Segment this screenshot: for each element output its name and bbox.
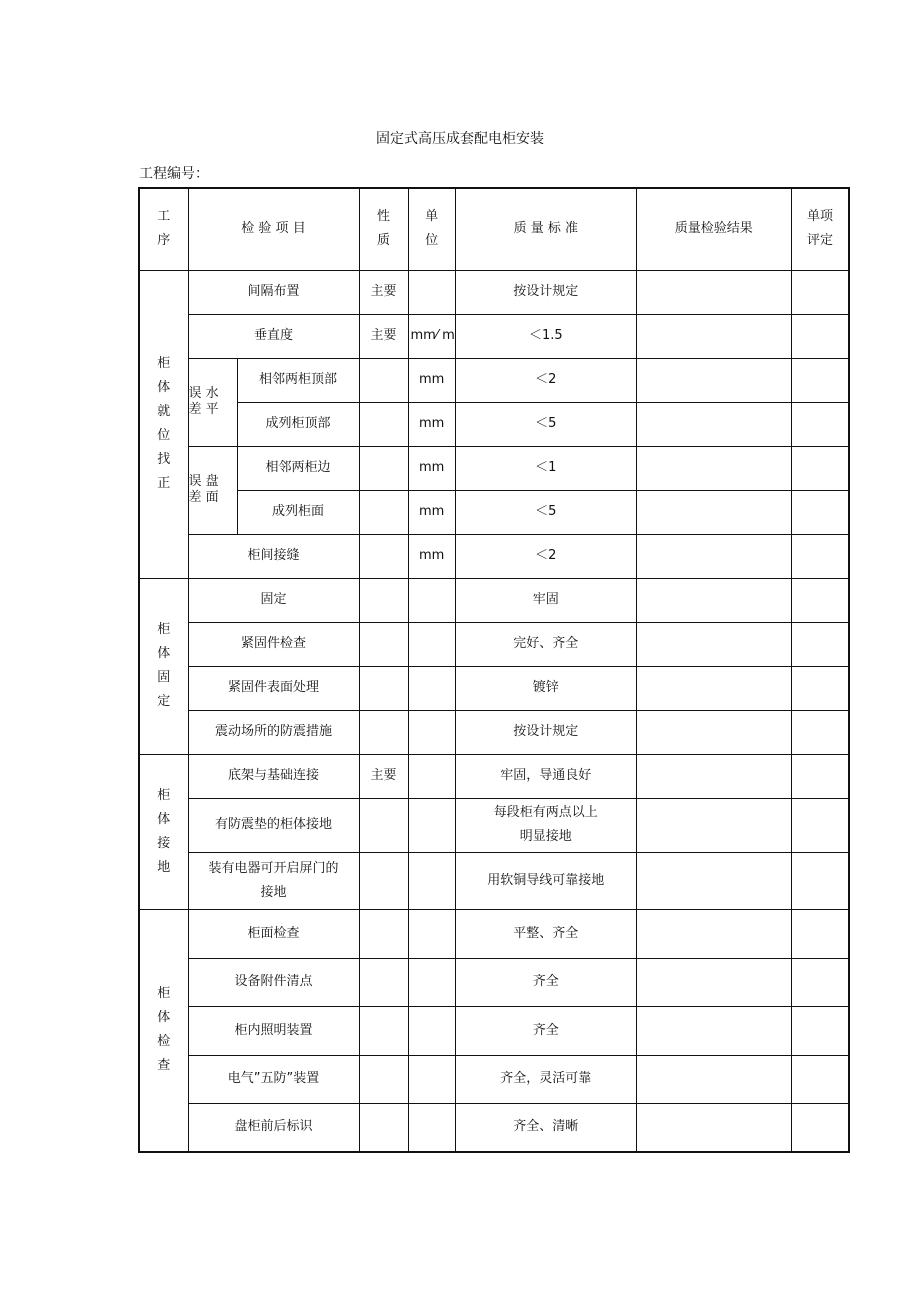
subgroup-label: 误 水 差 平: [188, 358, 237, 446]
header-result: 质量检验结果: [636, 188, 791, 270]
standard-cell: 镀锌: [455, 666, 636, 710]
nature-cell: [359, 1055, 408, 1103]
unit-cell: [408, 578, 455, 622]
nature-cell: [359, 358, 408, 402]
item-cell: 柜面检查: [188, 909, 359, 958]
table-row: [139, 852, 849, 909]
item-cell: 底架与基础连接: [188, 754, 359, 798]
result-cell[interactable]: [636, 754, 791, 798]
rating-cell[interactable]: [791, 909, 849, 958]
nature-cell: 主要: [359, 270, 408, 314]
document-title: 固定式高压成套配电柜安装: [376, 131, 544, 147]
standard-cell: 齐全、清晰: [455, 1103, 636, 1152]
result-cell[interactable]: [636, 534, 791, 578]
result-cell[interactable]: [636, 852, 791, 909]
result-cell[interactable]: [636, 798, 791, 852]
rating-cell[interactable]: [791, 534, 849, 578]
table-row: [139, 710, 849, 754]
result-cell[interactable]: [636, 958, 791, 1006]
table-row: [139, 1006, 849, 1055]
header-item: 检 验 项 目: [188, 188, 359, 270]
unit-cell: [408, 909, 455, 958]
rating-cell[interactable]: [791, 798, 849, 852]
unit-cell: [408, 958, 455, 1006]
item-cell: 有防震垫的柜体接地: [188, 798, 359, 852]
table-row: [139, 578, 849, 622]
unit-cell: mm⁄ m: [408, 314, 455, 358]
nature-cell: [359, 1006, 408, 1055]
standard-cell: 齐全: [455, 958, 636, 1006]
result-cell[interactable]: [636, 710, 791, 754]
standard-cell: 平整、齐全: [455, 909, 636, 958]
unit-cell: mm: [408, 358, 455, 402]
standard-cell: ＜5: [455, 490, 636, 534]
rating-cell[interactable]: [791, 314, 849, 358]
table-row: [139, 798, 849, 852]
rating-cell[interactable]: [791, 402, 849, 446]
standard-cell: ＜5: [455, 402, 636, 446]
result-cell[interactable]: [636, 402, 791, 446]
table-row: [139, 358, 849, 402]
result-cell[interactable]: [636, 666, 791, 710]
unit-cell: [408, 666, 455, 710]
standard-cell: 齐全: [455, 1006, 636, 1055]
standard-cell: ＜1: [455, 446, 636, 490]
result-cell[interactable]: [636, 1103, 791, 1152]
result-cell[interactable]: [636, 622, 791, 666]
table-row: [139, 534, 849, 578]
standard-cell: 牢固，导通良好: [455, 754, 636, 798]
rating-cell[interactable]: [791, 1006, 849, 1055]
nature-cell: [359, 958, 408, 1006]
nature-cell: [359, 852, 408, 909]
standard-cell: 用软铜导线可靠接地: [455, 852, 636, 909]
nature-cell: [359, 402, 408, 446]
table-row: [139, 402, 849, 446]
item-cell: 柜间接缝: [188, 534, 359, 578]
nature-cell: 主要: [359, 314, 408, 358]
item-cell: 相邻两柜边: [237, 446, 359, 490]
standard-cell: ＜2: [455, 358, 636, 402]
result-cell[interactable]: [636, 270, 791, 314]
nature-cell: [359, 666, 408, 710]
nature-cell: [359, 1103, 408, 1152]
unit-cell: [408, 270, 455, 314]
table-row: [139, 666, 849, 710]
nature-cell: 主要: [359, 754, 408, 798]
table-row: [139, 1055, 849, 1103]
nature-cell: [359, 534, 408, 578]
nature-cell: [359, 622, 408, 666]
rating-cell[interactable]: [791, 446, 849, 490]
rating-cell[interactable]: [791, 490, 849, 534]
header-nature: 性 质: [359, 188, 408, 270]
rating-cell[interactable]: [791, 578, 849, 622]
result-cell[interactable]: [636, 446, 791, 490]
unit-cell: [408, 754, 455, 798]
standard-cell: 齐全，灵活可靠: [455, 1055, 636, 1103]
table-row: [139, 1103, 849, 1152]
item-cell: 装有电器可开启屏门的 接地: [188, 852, 359, 909]
header-process: 工 序: [139, 188, 188, 270]
group-label: 柜 体 检 查: [139, 909, 188, 1152]
item-cell: 成列柜顶部: [237, 402, 359, 446]
item-cell: 紧固件表面处理: [188, 666, 359, 710]
rating-cell[interactable]: [791, 270, 849, 314]
table-row: [139, 622, 849, 666]
unit-cell: mm: [408, 534, 455, 578]
rating-cell[interactable]: [791, 958, 849, 1006]
item-cell: 成列柜面: [237, 490, 359, 534]
header-unit: 单 位: [408, 188, 455, 270]
result-cell[interactable]: [636, 909, 791, 958]
rating-cell[interactable]: [791, 1103, 849, 1152]
unit-cell: mm: [408, 446, 455, 490]
item-cell: 相邻两柜顶部: [237, 358, 359, 402]
standard-cell: 牢固: [455, 578, 636, 622]
standard-cell: 按设计规定: [455, 710, 636, 754]
item-cell: 柜内照明装置: [188, 1006, 359, 1055]
item-cell: 紧固件检查: [188, 622, 359, 666]
header-standard: 质 量 标 准: [455, 188, 636, 270]
table-row: [139, 909, 849, 958]
rating-cell[interactable]: [791, 852, 849, 909]
standard-cell: ＜1.5: [455, 314, 636, 358]
standard-cell: 每段柜有两点以上 明显接地: [455, 798, 636, 852]
item-cell: 设备附件清点: [188, 958, 359, 1006]
subgroup-label: 误 盘 差 面: [188, 446, 237, 534]
result-cell[interactable]: [636, 358, 791, 402]
unit-cell: [408, 1103, 455, 1152]
table-row: [139, 314, 849, 358]
header-row: [139, 188, 849, 270]
item-cell: 盘柜前后标识: [188, 1103, 359, 1152]
standard-cell: 按设计规定: [455, 270, 636, 314]
project-number-label: 工程编号：: [139, 166, 209, 182]
item-cell: 固定: [188, 578, 359, 622]
unit-cell: [408, 710, 455, 754]
inspection-table: [138, 187, 850, 1153]
nature-cell: [359, 710, 408, 754]
table-row: [139, 958, 849, 1006]
unit-cell: [408, 852, 455, 909]
unit-cell: [408, 1055, 455, 1103]
rating-cell[interactable]: [791, 754, 849, 798]
table-row: [139, 270, 849, 314]
unit-cell: [408, 798, 455, 852]
nature-cell: [359, 490, 408, 534]
item-cell: 电气”五防”装置: [188, 1055, 359, 1103]
item-cell: 间隔布置: [188, 270, 359, 314]
result-cell[interactable]: [636, 578, 791, 622]
table-row: [139, 754, 849, 798]
group-label: 柜 体 接 地: [139, 754, 188, 909]
group-label: 柜 体 固 定: [139, 578, 188, 754]
rating-cell[interactable]: [791, 622, 849, 666]
rating-cell[interactable]: [791, 358, 849, 402]
rating-cell[interactable]: [791, 710, 849, 754]
unit-cell: [408, 622, 455, 666]
group-label: 柜 体 就 位 找 正: [139, 270, 188, 578]
item-cell: 震动场所的防震措施: [188, 710, 359, 754]
nature-cell: [359, 578, 408, 622]
rating-cell[interactable]: [791, 1055, 849, 1103]
result-cell[interactable]: [636, 490, 791, 534]
header-rating: 单项 评定: [791, 188, 849, 270]
result-cell[interactable]: [636, 1006, 791, 1055]
unit-cell: mm: [408, 402, 455, 446]
result-cell[interactable]: [636, 314, 791, 358]
standard-cell: 完好、齐全: [455, 622, 636, 666]
standard-cell: ＜2: [455, 534, 636, 578]
unit-cell: [408, 1006, 455, 1055]
rating-cell[interactable]: [791, 666, 849, 710]
result-cell[interactable]: [636, 1055, 791, 1103]
nature-cell: [359, 798, 408, 852]
table-row: [139, 446, 849, 490]
nature-cell: [359, 909, 408, 958]
table-row: [139, 490, 849, 534]
item-cell: 垂直度: [188, 314, 359, 358]
unit-cell: mm: [408, 490, 455, 534]
nature-cell: [359, 446, 408, 490]
